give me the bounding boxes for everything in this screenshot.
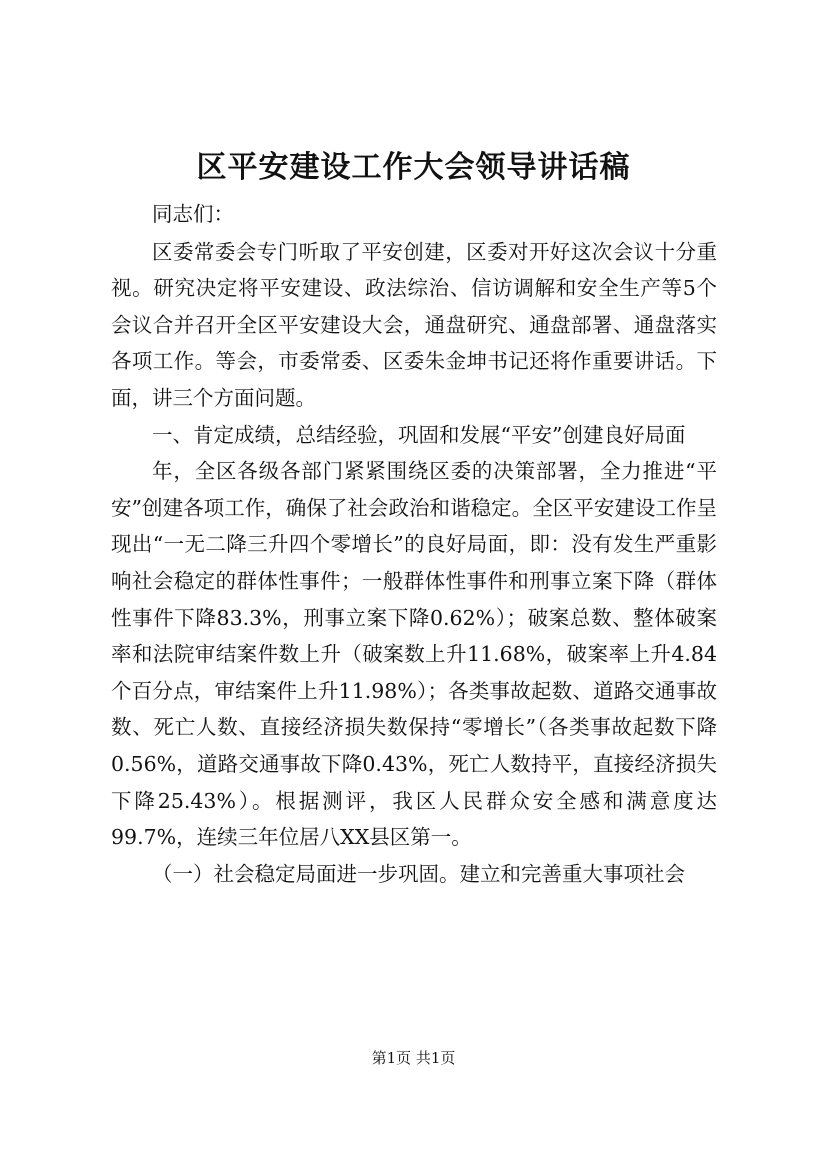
salutation-paragraph: 同志们：	[152, 202, 234, 226]
subsection-paragraph-1: （一）社会稳定局面进一步巩固。建立和完善重大事项社会	[152, 861, 685, 886]
document-title: 区平安建设工作大会领导讲话稿	[196, 150, 631, 185]
intro-paragraph: 区委常委会专门听取了平安创建，区委对开好这次会议十分重视。研究决定将平安建设、政法综治、信访调解和安全生产等5个会议合并召开全区平安建设大会，通盘研究、通盘部署、通盘落实各项工作。等会，市委常委、区委朱金坤书记还将作重要讲话。下面，讲三个方面问题。	[111, 239, 717, 410]
achievement-paragraph: 年，全区各级各部门紧紧围绕区委的决策部署，全力推进“平安”创建各项工作，确保了社会政治和谐稳定。全区平安建设工作呈现出“一无二降三升四个零增长”的良好局面，即：没有发生严重影响社会稳定的群体性事件；一般群体性事件和刑事立案下降（群体性事件下降83.3%，刑事立案下降0.62%）；破案总数、整体破案率和法院审结案件数上升（破案数上升11.68%，破案率上升4.84个百分点，审结案件上升11.98%）；各类事故起数、道路交通事故数、死亡人数、直接经济损失数保持“零增长”（各类事故起数下降0.56%，道路交通事故下降0.43%，死亡人数持平，直接经济损失下降25.43%）。根据测评，我区人民群众安全感和满意度达99.7%，连续三年位居八XX县区第一。	[111, 459, 717, 850]
section-heading-1: 一、肯定成绩，总结经验，巩固和发展“平安”创建良好局面	[152, 422, 686, 447]
page-footer: 第1页 共1页	[371, 1049, 456, 1067]
document-body	[111, 196, 717, 892]
